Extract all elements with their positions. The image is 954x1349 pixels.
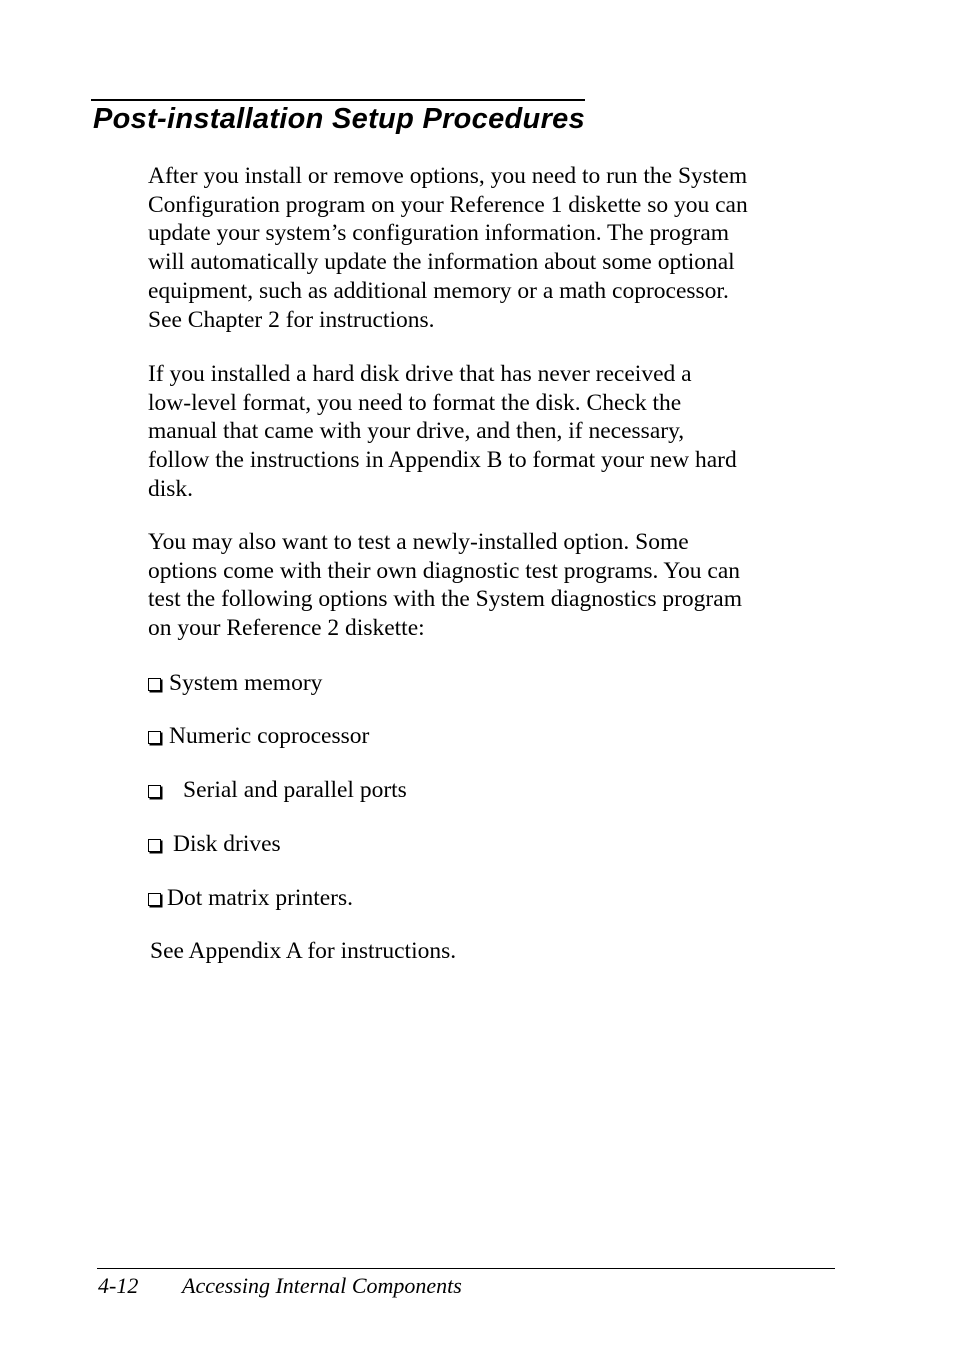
paragraph-line: After you install or remove options, you need to run the System [148, 163, 748, 189]
checklist-item [148, 830, 281, 858]
checklist-item-label: Disk drives [173, 831, 281, 857]
paragraph-line: on your Reference 2 diskette: [148, 615, 425, 642]
paragraph-line: manual that came with your drive, and then, if necessary, [148, 418, 685, 445]
checklist-item-label: Dot matrix printers. [167, 885, 354, 911]
page-number: 4-12 [98, 1273, 139, 1298]
checklist-item [148, 884, 353, 912]
checklist-item-label: Numeric coprocessor [169, 723, 370, 749]
checklist-item [148, 669, 322, 697]
paragraph-line: If you installed a hard disk drive that has never received a [148, 361, 692, 387]
checklist-item-label: Serial and parallel ports [183, 777, 407, 803]
checklist-item [148, 776, 407, 804]
footer-rule [97, 1268, 835, 1269]
paragraph-line: Configuration program on your Reference 1 diskette so you can [148, 191, 748, 218]
checkbox-square-icon [148, 785, 161, 798]
checklist-item-label: System memory [169, 670, 323, 696]
paragraph-line: follow the instructions in Appendix B to format your new hard [148, 447, 737, 474]
closing-line: See Appendix A for instructions. [150, 938, 457, 964]
checkbox-square-icon [148, 893, 161, 906]
checklist-item [148, 722, 369, 750]
paragraph-line: test the following options with the System diagnostics program [148, 586, 742, 613]
paragraph-line: update your system’s configuration information. The program [148, 220, 730, 247]
paragraph-line: See Chapter 2 for instructions. [148, 306, 435, 333]
paragraph-line: will automatically update the information about some optional [148, 249, 735, 276]
paragraph-line: low-level format, you need to format the disk. Check the [148, 389, 682, 416]
paragraph-line: You may also want to test a newly-installed option. Some [148, 529, 689, 555]
section-title: Post-installation Setup Procedures [93, 103, 586, 135]
paragraph-line: options come with their own diagnostic test programs. You can [148, 557, 740, 584]
checkbox-square-icon [148, 839, 161, 852]
paragraph-run-configuration [148, 162, 828, 334]
paragraph-format-hard-disk [148, 360, 828, 504]
chapter-title: Accessing Internal Components [182, 1273, 462, 1298]
paragraph-test-options [148, 528, 828, 643]
checkbox-square-icon [148, 678, 161, 691]
paragraph-line: disk. [148, 475, 194, 502]
paragraph-line: equipment, such as additional memory or a math coprocessor. [148, 277, 729, 304]
closing-note [150, 937, 830, 966]
checkbox-square-icon [148, 731, 161, 744]
